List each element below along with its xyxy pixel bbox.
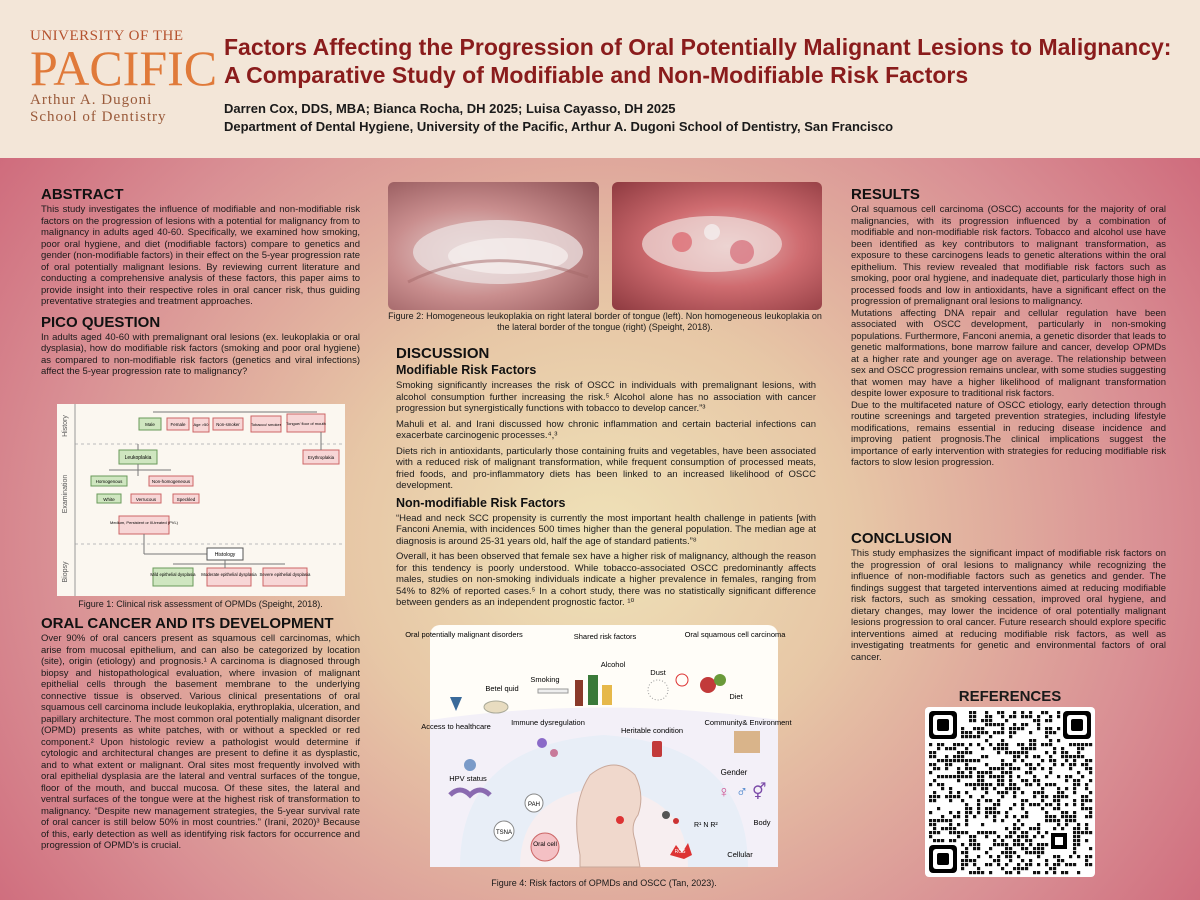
label-cellular: Cellular	[727, 850, 753, 859]
label-diet: Diet	[729, 692, 743, 701]
abstract-heading: ABSTRACT	[41, 186, 124, 203]
caduceus-icon	[450, 697, 462, 711]
logo-main-text: PACIFIC	[30, 40, 218, 96]
figure-2-photo-right	[612, 182, 822, 310]
nonmodifiable-heading: Non-modifiable Risk Factors	[396, 495, 566, 510]
label-pah: PAH	[528, 802, 540, 808]
homogeneous-leukoplakia-image	[388, 182, 599, 310]
label-alcohol: Alcohol	[600, 660, 626, 669]
label-oral-cell: Oral cell	[533, 841, 557, 848]
diet-icon	[700, 677, 716, 693]
label-heritable: Heritable condition	[620, 726, 684, 735]
cigarette-icon	[538, 689, 568, 693]
box-erythroplakia: Erythroplakia	[307, 455, 335, 460]
history-box-nonsmoker: Non-smoker	[216, 422, 240, 427]
figure-1-flowchart	[57, 404, 345, 596]
left-column-top	[41, 186, 360, 382]
history-box-age: Age >50	[193, 422, 209, 427]
discussion-p2: Mahuli et al. and Irani discussed how chronic inflammation and certain bacterial infections can exacerbate carcinogenic processes.⁴,³	[396, 418, 816, 441]
discussion-p1: Smoking significantly increases the risk of OSCC in individuals with premalignant lesions, with alcohol consumption further increasing the risk.⁵ Alcohol alone has no association with cancer progression but synergistically functions with tobacco to develop cancer.”³	[396, 380, 816, 414]
oral-cancer-heading: ORAL CANCER AND ITS DEVELOPMENT	[41, 615, 334, 632]
clinical-risk-flowchart	[57, 404, 345, 596]
references-heading: REFERENCES	[958, 688, 1062, 705]
cell-icon-2	[550, 749, 558, 757]
label-tsna: TSNA	[495, 830, 513, 836]
bottle-icon	[575, 680, 583, 706]
dust-icon	[648, 680, 668, 700]
poster-authors: Darren Cox, DDS, MBA; Bianca Rocha, DH 2025; Luisa Cayasso, DH 2025	[224, 101, 676, 116]
discussion-p3: Diets rich in antioxidants, particularly those containing fruits and vegetables, have been associated with a reduced risk of malignant transformation, while frequent consumption of processed meats, fried foods, and pro-inflammatory diets has been linked to an increased likelihood of OSCC development.	[396, 445, 816, 491]
pico-text: In adults aged 40-60 with premalignant oral lesions (ex. leukoplakia or oral dysplasia), how do modifiable risk factors (smoking and poor oral hygiene) as compared to non-modifiable risk factors (genetics and viral infections) affect the 5-year progression rate to malignancy?	[41, 331, 360, 377]
cell-icon	[537, 738, 547, 748]
molecule-icon-2	[673, 818, 679, 824]
box-persistent: Medium, Persistent or Ill-treated (PVL)	[109, 520, 179, 525]
conclusion-section	[851, 530, 1166, 667]
references-qr-code[interactable]	[925, 707, 1095, 877]
bottle-icon-2	[588, 675, 598, 705]
pico-heading: PICO QUESTION	[41, 313, 161, 331]
gender-symbol-icon: ⚥	[752, 784, 767, 801]
beer-icon	[602, 685, 612, 705]
betel-icon	[484, 701, 508, 713]
qr-code-icon	[925, 707, 1095, 877]
discussion-heading: DISCUSSION	[396, 345, 490, 362]
label-immune: Immune dysregulation	[511, 718, 585, 727]
discussion-section	[396, 345, 816, 613]
box-mild-dysplasia: Mild epithelial dysplasia	[150, 572, 196, 577]
nitrosamine-structure: R¹ N R²	[694, 822, 718, 829]
box-non-homogeneous: Non-homogeneous	[151, 479, 191, 484]
molecule-icon	[662, 811, 670, 819]
discussion-p5: Overall, it has been observed that female sex have a higher risk of malignancy, although the reason for this tendency is poorly understood. While tobacco-associated OSCC predominantly affects males, studies on non-smoking individuals indicate a higher prevalence in females, ranging from 54% to 82% of reported cases.⁵ In a cohort study, there was no statistically significant difference between genders as an independent prognostic factor. ¹⁰	[396, 551, 816, 608]
box-histology: Histology	[214, 552, 236, 558]
box-severe-dysplasia: Severe epithelial dysplasia	[259, 572, 311, 577]
results-heading: RESULTS	[851, 186, 920, 203]
figure-1-caption: Figure 1: Clinical risk assessment of OPMDs (Speight, 2018).	[78, 599, 323, 609]
history-box-male: Male	[145, 422, 155, 427]
poster-title: Factors Affecting the Progression of Oral Potentially Malignant Lesions to Malignancy: A Comparative Study of Modifiable and Non-Modifiable Risk Factors	[224, 34, 1172, 88]
poster-header	[0, 0, 1200, 158]
row-label-history: History	[62, 415, 69, 437]
university-logo	[30, 28, 218, 128]
box-homogeneous: Homogenous	[95, 479, 123, 484]
poster-department: Department of Dental Hygiene, University of the Pacific, Arthur A. Dugoni School of Dentistry, San Francisco	[224, 119, 894, 134]
figure-4-caption: Figure 4: Risk factors of OPMDs and OSCC (Tan, 2023).	[491, 878, 717, 888]
logo-sub-text-1: Arthur A. Dugoni	[30, 92, 153, 108]
virus-icon	[464, 759, 476, 771]
row-label-biopsy: Biopsy	[62, 561, 69, 583]
male-symbol-icon: ♂	[736, 784, 748, 801]
figure-2-caption: Figure 2: Homogeneous leukoplakia on right lateral border of tongue (left). Non homogeneous leukoplakia on the lateral border of the tongue (right) (Speight, 2018).	[388, 311, 822, 332]
label-ros: ROS	[674, 849, 686, 855]
box-speckled: Speckled	[176, 497, 196, 502]
results-p1: Oral squamous cell carcinoma (OSCC) accounts for the majority of oral malignancies, with its progression influenced by a combination of modifiable and non-modifiable risk factors. Tobacco and alcohol use have been identified as key contributors to malignant transformation, as exposure to these carcinogens leads to genetic alterations within the oral epithelium. This review revealed that modifiable risk factors such as smoking, poor oral hygiene, and inadequate diet, particularly those high in processed foods and low in antioxidants, have a significant effect on the progression of premalignant oral lesions to malignancy.	[851, 204, 1166, 307]
history-box-tongue: Tongue/ floor of mouth	[286, 421, 326, 426]
results-p3: Due to the multifaceted nature of OSCC etiology, early detection through routine screenings and targeted prevention strategies, including lifestyle modifications, remains essential in reducing disease incidence and improving patient prognosis.The clinical implications suggest the importance of early intervention with strategies for reducing modifiable risk factors to slow lesion progression.	[851, 399, 1166, 468]
label-opmd: Oral potentially malignant disorders	[405, 630, 523, 639]
results-section	[851, 186, 1166, 473]
label-smoking: Smoking	[530, 675, 560, 684]
blood-bag-icon	[652, 741, 662, 757]
results-p2: Mutations affecting DNA repair and cellular regulation have been associated with OSCC development, particularly in non-smoking populations. Furthermore, Fanconi anemia, a genetic disorder that leads to genetic malformations, bone marrow failure and cancer, develop OPMDs at a higher rate and younger age on average. The relationship between sex and OSCC progression remains unclear, with some studies suggesting that women may have a higher likelihood of malignant transformation despite lower exposure to traditional risk factors.	[851, 307, 1166, 399]
row-label-examination: Examination	[62, 474, 69, 514]
house-icon	[734, 731, 760, 753]
box-moderate-dysplasia: Moderate epithelial dysplasia	[201, 572, 257, 577]
lesion-marker-icon	[616, 816, 624, 824]
logo-top-text: UNIVERSITY OF THE	[30, 28, 184, 44]
head-illustration	[577, 765, 641, 867]
label-hpv: HPV status	[449, 774, 487, 783]
figure-2-photo-left	[388, 182, 599, 310]
discussion-p4: “Head and neck SCC propensity is currently the most important health challenge in patients [with Fanconi Anemia, with incidences 500 times higher than the general population. The median age at diagnosis is around 25-31 years old, half the age of standard patients.”⁸	[396, 512, 816, 547]
box-white: White	[103, 497, 115, 502]
vegetable-icon	[714, 674, 726, 686]
abstract-text: This study investigates the influence of modifiable and non-modifiable risk factors on the progression of lesions with a potential for malignancy from to malignancy in adults aged 40-60. Specifically, we examined how smoking, poor oral hygiene, and diet (modifiable factors) compare to genetics and gender (non-modifiable factors) in their effect on the 5-year progression rate of oral potentially malignant lesions. By reviewing current literature and conducting a comprehensive analysis of these factors, this paper aims to provide insight into their respective roles in oral cancer risk, thus guiding preventative strategies and treatment approaches.	[41, 204, 360, 307]
label-betel: Betel quid	[485, 684, 519, 693]
non-homogeneous-leukoplakia-image	[612, 182, 822, 310]
left-column-bottom	[41, 615, 360, 856]
logo-sub-text-2: School of Dentistry	[30, 109, 167, 125]
box-verrucous: Verrucous	[135, 497, 157, 502]
label-access: Access to healthcare	[421, 722, 491, 731]
female-symbol-icon: ♀	[718, 784, 730, 801]
label-community: Community& Environment	[704, 718, 792, 727]
box-leukoplakia: Leukoplakia	[124, 455, 152, 461]
modifiable-heading: Modifiable Risk Factors	[396, 363, 537, 377]
no-icon	[676, 674, 688, 686]
history-box-female: Female	[170, 422, 186, 427]
oral-cancer-text: Over 90% of oral cancers present as squamous cell carcinomas, which arise from mucosal epithelium, and can also be categorized by location (site), origin (etiology) and prognosis.¹ A carcinoma is diagnosed through biopsy and histopathological evaluation, where invasion of malignant epithelial cells through the basement membrane to the underlying connective tissue is observed. Various clinical presentations of oral squamous cell carcinoma include leukoplakia, erythroplakia, ulceration, and papillary architecture. The most common oral potentially malignant disorder (OPMD) presents as white patches, with or without a speckled or red component.² Upon histologic review a pathologist would determine if cytologic and architectural changes are present to define it as dysplastic, and to what extent or malignant. Oral sites most frequently involved with oral epithelial dysplasia are the lateral and ventral surfaces of the tongue, floor of the mouth, and buccal mucosa. Of these sites, the lateral and ventral surfaces of the tongue were at the highest risk of transformation to malignancy. “Despite new management strategies, the 5-year survival rate of oral cancer is still below 50% in most countries.” (Irani, 2020)³ Because of this, early detection as well as identifying risk factors for occurrence and progression of OPMD's is crucial.	[41, 633, 360, 851]
label-oscc: Oral squamous cell carcinoma	[684, 630, 786, 639]
label-body: Body	[753, 818, 771, 827]
figure-4-diagram	[405, 625, 792, 867]
conclusion-text: This study emphasizes the significant impact of modifiable risk factors on the progression of oral lesions to malignancy while recognizing the influence of non-modifiable factors such as genetics and gender. The findings suggest that targeted interventions aimed at reducing modifiable risk factors, such as smoking cessation, improved oral hygiene, and dietary changes, may lower the incidence of oral potentially malignant lesions progression to oral cancer. Future research should explore specific interventions aimed at reducing modifiable risk factors, as well as investigating treatments for genetic and environmental factors of oral cancer.	[851, 548, 1166, 663]
conclusion-heading: CONCLUSION	[851, 530, 952, 547]
label-shared: Shared risk factors	[573, 632, 637, 641]
history-box-tobacco: Tobacco/ smoker	[250, 422, 282, 427]
label-dust: Dust	[650, 668, 666, 677]
risk-factors-diagram	[405, 625, 792, 867]
label-gender: Gender	[720, 768, 748, 777]
